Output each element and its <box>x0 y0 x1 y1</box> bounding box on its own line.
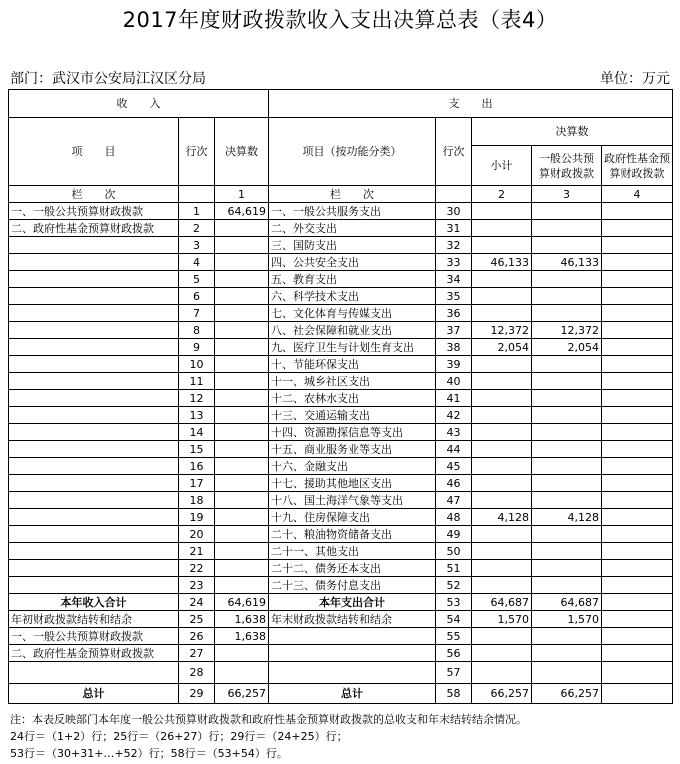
expense-subtotal <box>472 203 532 220</box>
unit-label: 单位：万元 <box>600 71 670 87</box>
income-amount <box>215 526 269 543</box>
income-item <box>9 407 179 424</box>
income-row-no: 5 <box>179 271 215 288</box>
income-amount <box>215 356 269 373</box>
table-row <box>9 424 673 441</box>
table-row <box>9 322 673 339</box>
expense-fund <box>602 203 673 220</box>
expense-fund <box>602 356 673 373</box>
expense-row-no: 55 <box>436 628 472 645</box>
expense-fund <box>602 424 673 441</box>
expense-subtotal <box>472 373 532 390</box>
expense-item: 十九、住房保障支出 <box>269 509 436 526</box>
expense-subtotal <box>472 356 532 373</box>
expense-general <box>532 441 602 458</box>
column-index-row <box>9 186 673 203</box>
carry-row <box>9 645 673 662</box>
expense-subtotal <box>472 492 532 509</box>
expense-general <box>532 628 602 645</box>
expense-general <box>532 560 602 577</box>
income-item <box>9 475 179 492</box>
expense-general <box>532 390 602 407</box>
expense-general: 66,257 <box>532 684 602 704</box>
expense-fund <box>602 288 673 305</box>
expense-row-no-header: 行次 <box>436 118 472 186</box>
income-item <box>9 458 179 475</box>
income-row-no: 19 <box>179 509 215 526</box>
income-amount <box>215 322 269 339</box>
income-row-no: 1 <box>179 203 215 220</box>
column-index: 2 <box>472 186 532 203</box>
department-label: 部门：武汉市公安局江汉区分局 <box>10 71 206 87</box>
expense-fund <box>602 577 673 594</box>
expense-subtotal <box>472 543 532 560</box>
expense-item: 十五、商业服务业等支出 <box>269 441 436 458</box>
expense-row-no: 32 <box>436 237 472 254</box>
table-row <box>9 390 673 407</box>
subtotal-header: 小计 <box>472 146 532 186</box>
general-budget-header: 一般公共预算财政拨款 <box>532 146 602 186</box>
income-amount: 1,638 <box>215 628 269 645</box>
expense-general <box>532 407 602 424</box>
table-row <box>9 305 673 322</box>
expense-general: 64,687 <box>532 594 602 611</box>
table-row <box>9 220 673 237</box>
table-row <box>9 288 673 305</box>
income-amount <box>215 441 269 458</box>
table-row <box>9 254 673 271</box>
table-row <box>9 458 673 475</box>
header-row-1 <box>9 90 673 118</box>
expense-general <box>532 458 602 475</box>
expense-general <box>532 526 602 543</box>
expense-row-no: 50 <box>436 543 472 560</box>
expense-subtotal <box>472 424 532 441</box>
income-row-no: 14 <box>179 424 215 441</box>
expense-fund <box>602 475 673 492</box>
income-row-no: 21 <box>179 543 215 560</box>
expense-fund <box>602 220 673 237</box>
income-item <box>9 662 179 684</box>
expense-grand-total-label: 总计 <box>269 684 436 704</box>
income-amount: 64,619 <box>215 203 269 220</box>
expense-general <box>532 237 602 254</box>
expense-row-no: 30 <box>436 203 472 220</box>
expense-row-no: 52 <box>436 577 472 594</box>
expense-item <box>269 628 436 645</box>
income-amount <box>215 458 269 475</box>
expense-item: 四、公共安全支出 <box>269 254 436 271</box>
budget-table <box>8 89 673 704</box>
expense-item: 六、科学技术支出 <box>269 288 436 305</box>
expense-item <box>269 662 436 684</box>
income-row-no: 10 <box>179 356 215 373</box>
income-amount <box>215 509 269 526</box>
expense-general <box>532 288 602 305</box>
income-item <box>9 322 179 339</box>
expense-subtotal <box>472 526 532 543</box>
expense-row-no: 51 <box>436 560 472 577</box>
expense-item: 十一、城乡社区支出 <box>269 373 436 390</box>
income-item <box>9 560 179 577</box>
expense-fund <box>602 662 673 684</box>
header-row-2 <box>9 118 673 146</box>
income-row-no: 25 <box>179 611 215 628</box>
income-row-no: 4 <box>179 254 215 271</box>
expense-fund <box>602 407 673 424</box>
notes <box>10 711 527 762</box>
expense-general: 1,570 <box>532 611 602 628</box>
expense-row-no: 53 <box>436 594 472 611</box>
grand-total-row <box>9 684 673 704</box>
income-amount <box>215 220 269 237</box>
expense-general <box>532 662 602 684</box>
income-amount <box>215 662 269 684</box>
income-row-no: 20 <box>179 526 215 543</box>
expense-row-no: 39 <box>436 356 472 373</box>
income-row-no: 28 <box>179 662 215 684</box>
income-amount <box>215 645 269 662</box>
income-amount <box>215 492 269 509</box>
income-row-no: 6 <box>179 288 215 305</box>
carry-in-label: 年初财政拨款结转和结余 <box>9 611 179 628</box>
expense-row-no: 46 <box>436 475 472 492</box>
expense-fund <box>602 560 673 577</box>
expense-row-no: 31 <box>436 220 472 237</box>
income-amount: 66,257 <box>215 684 269 704</box>
expense-general <box>532 373 602 390</box>
expense-row-no: 36 <box>436 305 472 322</box>
expense-fund <box>602 271 673 288</box>
column-label: 栏 次 <box>269 186 436 203</box>
expense-row-no: 58 <box>436 684 472 704</box>
expense-fund <box>602 373 673 390</box>
income-row-no: 9 <box>179 339 215 356</box>
table-row <box>9 509 673 526</box>
expense-general <box>532 645 602 662</box>
income-row-no: 18 <box>179 492 215 509</box>
expense-general <box>532 203 602 220</box>
table-row <box>9 441 673 458</box>
expense-fund <box>602 684 673 704</box>
carry-out-label: 年末财政拨款结转和结余 <box>269 611 436 628</box>
expense-row-no: 45 <box>436 458 472 475</box>
income-row-no: 24 <box>179 594 215 611</box>
expense-fund <box>602 645 673 662</box>
income-item <box>9 356 179 373</box>
total-row <box>9 594 673 611</box>
income-row-no: 29 <box>179 684 215 704</box>
expense-row-no: 37 <box>436 322 472 339</box>
expense-general: 12,372 <box>532 322 602 339</box>
table-row <box>9 543 673 560</box>
income-item <box>9 339 179 356</box>
income-item <box>9 373 179 390</box>
expense-item: 五、教育支出 <box>269 271 436 288</box>
income-row-no: 11 <box>179 373 215 390</box>
income-item <box>9 543 179 560</box>
expense-item: 十四、资源勘探信息等支出 <box>269 424 436 441</box>
expense-subtotal <box>472 305 532 322</box>
income-amount <box>215 390 269 407</box>
table-row <box>9 339 673 356</box>
income-item <box>9 441 179 458</box>
table-row <box>9 203 673 220</box>
income-item: 二、政府性基金预算财政拨款 <box>9 220 179 237</box>
final-amount-header: 决算数 <box>215 118 269 186</box>
expense-row-no: 56 <box>436 645 472 662</box>
expense-item: 二十、粮油物资储备支出 <box>269 526 436 543</box>
income-item <box>9 288 179 305</box>
expense-general <box>532 475 602 492</box>
expense-fund <box>602 322 673 339</box>
expense-subtotal: 12,372 <box>472 322 532 339</box>
expense-subtotal <box>472 390 532 407</box>
expense-item: 十六、金融支出 <box>269 458 436 475</box>
expense-row-no: 42 <box>436 407 472 424</box>
column-index: 4 <box>602 186 673 203</box>
expense-row-no: 54 <box>436 611 472 628</box>
expense-general: 4,128 <box>532 509 602 526</box>
expense-subtotal: 46,133 <box>472 254 532 271</box>
expense-general: 46,133 <box>532 254 602 271</box>
income-row-no: 7 <box>179 305 215 322</box>
table-row <box>9 560 673 577</box>
expense-subtotal <box>472 288 532 305</box>
expense-header: 支 出 <box>269 90 673 118</box>
table-row <box>9 526 673 543</box>
carry-row <box>9 611 673 628</box>
expense-item: 十八、国土海洋气象等支出 <box>269 492 436 509</box>
income-row-no: 22 <box>179 560 215 577</box>
expense-row-no: 57 <box>436 662 472 684</box>
expense-row-no: 47 <box>436 492 472 509</box>
table-row <box>9 577 673 594</box>
expense-fund <box>602 611 673 628</box>
income-amount: 64,619 <box>215 594 269 611</box>
expense-general <box>532 424 602 441</box>
income-amount <box>215 560 269 577</box>
income-item <box>9 492 179 509</box>
income-item <box>9 305 179 322</box>
expense-subtotal <box>472 220 532 237</box>
expense-row-no: 33 <box>436 254 472 271</box>
income-amount <box>215 237 269 254</box>
cell <box>436 186 472 203</box>
expense-fund <box>602 339 673 356</box>
expense-row-no: 40 <box>436 373 472 390</box>
expense-row-no: 35 <box>436 288 472 305</box>
expense-row-no: 44 <box>436 441 472 458</box>
carry-row <box>9 628 673 645</box>
table-row <box>9 271 673 288</box>
carry-fund-label: 二、政府性基金预算财政拨款 <box>9 645 179 662</box>
expense-item: 二十二、债务还本支出 <box>269 560 436 577</box>
expense-subtotal <box>472 271 532 288</box>
table-row <box>9 237 673 254</box>
expense-subtotal <box>472 475 532 492</box>
income-row-no: 17 <box>179 475 215 492</box>
income-amount <box>215 373 269 390</box>
report-title: 2017年度财政拨款收入支出决算总表（表4） <box>122 8 558 32</box>
final-amount-group-header: 决算数 <box>472 118 673 146</box>
income-item <box>9 526 179 543</box>
income-item <box>9 390 179 407</box>
expense-item: 三、国防支出 <box>269 237 436 254</box>
expense-subtotal: 1,570 <box>472 611 532 628</box>
expense-fund <box>602 628 673 645</box>
item-header: 项 目 <box>9 118 179 186</box>
expense-subtotal <box>472 237 532 254</box>
income-amount <box>215 271 269 288</box>
note-line: 注：本表反映部门本年度一般公共预算财政拨款和政府性基金预算财政拨款的总收支和年末结转结余情况。 <box>10 713 527 726</box>
income-row-no: 13 <box>179 407 215 424</box>
table-row <box>9 373 673 390</box>
expense-row-no: 43 <box>436 424 472 441</box>
expense-item: 九、医疗卫生与计划生育支出 <box>269 339 436 356</box>
note-line: 24行＝（1+2）行；25行＝（26+27）行；29行＝（24+25）行； <box>10 730 348 743</box>
table-row <box>9 356 673 373</box>
income-amount <box>215 475 269 492</box>
income-amount <box>215 254 269 271</box>
expense-subtotal <box>472 407 532 424</box>
expense-item: 十三、交通运输支出 <box>269 407 436 424</box>
income-row-no: 23 <box>179 577 215 594</box>
income-amount <box>215 543 269 560</box>
expense-item: 二、外交支出 <box>269 220 436 237</box>
income-amount: 1,638 <box>215 611 269 628</box>
income-item <box>9 577 179 594</box>
expense-item: 七、文化体育与传媒支出 <box>269 305 436 322</box>
expense-subtotal <box>472 628 532 645</box>
expense-row-no: 38 <box>436 339 472 356</box>
expense-general <box>532 543 602 560</box>
expense-fund <box>602 594 673 611</box>
expense-subtotal: 64,687 <box>472 594 532 611</box>
expense-fund <box>602 237 673 254</box>
table-row <box>9 475 673 492</box>
income-row-no: 12 <box>179 390 215 407</box>
expense-subtotal <box>472 560 532 577</box>
expense-row-no: 48 <box>436 509 472 526</box>
function-item-header: 项目（按功能分类） <box>269 118 436 186</box>
income-item <box>9 424 179 441</box>
income-row-no: 3 <box>179 237 215 254</box>
income-row-no: 27 <box>179 645 215 662</box>
expense-subtotal <box>472 458 532 475</box>
income-item <box>9 509 179 526</box>
expense-item: 二十一、其他支出 <box>269 543 436 560</box>
expense-total-label: 本年支出合计 <box>269 594 436 611</box>
blank-row <box>9 662 673 684</box>
expense-fund <box>602 492 673 509</box>
income-item <box>9 254 179 271</box>
income-amount <box>215 407 269 424</box>
grand-total-label: 总计 <box>9 684 179 704</box>
column-index: 3 <box>532 186 602 203</box>
cell <box>179 186 215 203</box>
expense-item: 十、节能环保支出 <box>269 356 436 373</box>
income-amount <box>215 288 269 305</box>
income-amount <box>215 424 269 441</box>
expense-general <box>532 577 602 594</box>
expense-item: 一、一般公共服务支出 <box>269 203 436 220</box>
expense-fund <box>602 305 673 322</box>
row-no-header: 行次 <box>179 118 215 186</box>
table-row <box>9 492 673 509</box>
expense-general: 2,054 <box>532 339 602 356</box>
expense-row-no: 41 <box>436 390 472 407</box>
income-amount <box>215 577 269 594</box>
income-amount <box>215 305 269 322</box>
gov-fund-header: 政府性基金预算财政拨款 <box>602 146 673 186</box>
expense-row-no: 34 <box>436 271 472 288</box>
income-total-label: 本年收入合计 <box>9 594 179 611</box>
column-label: 栏 次 <box>9 186 179 203</box>
expense-general <box>532 305 602 322</box>
expense-general <box>532 492 602 509</box>
income-row-no: 16 <box>179 458 215 475</box>
expense-subtotal <box>472 441 532 458</box>
expense-fund <box>602 526 673 543</box>
column-index: 1 <box>215 186 269 203</box>
expense-subtotal <box>472 577 532 594</box>
expense-item: 十七、援助其他地区支出 <box>269 475 436 492</box>
expense-subtotal <box>472 662 532 684</box>
expense-subtotal: 4,128 <box>472 509 532 526</box>
income-item <box>9 237 179 254</box>
expense-item <box>269 645 436 662</box>
expense-fund <box>602 509 673 526</box>
expense-fund <box>602 254 673 271</box>
income-item: 一、一般公共预算财政拨款 <box>9 203 179 220</box>
expense-general <box>532 271 602 288</box>
expense-item: 八、社会保障和就业支出 <box>269 322 436 339</box>
expense-general <box>532 356 602 373</box>
expense-fund <box>602 458 673 475</box>
expense-item: 二十三、债务付息支出 <box>269 577 436 594</box>
expense-general <box>532 220 602 237</box>
expense-subtotal <box>472 645 532 662</box>
income-item <box>9 271 179 288</box>
expense-subtotal: 2,054 <box>472 339 532 356</box>
expense-fund <box>602 543 673 560</box>
income-row-no: 15 <box>179 441 215 458</box>
expense-fund <box>602 390 673 407</box>
table-row <box>9 407 673 424</box>
expense-fund <box>602 441 673 458</box>
note-line: 53行＝（30+31+…+52）行；58行＝（53+54）行。 <box>10 747 288 760</box>
income-row-no: 26 <box>179 628 215 645</box>
income-amount <box>215 339 269 356</box>
expense-subtotal: 66,257 <box>472 684 532 704</box>
carry-general-label: 一、一般公共预算财政拨款 <box>9 628 179 645</box>
expense-item: 十二、农林水支出 <box>269 390 436 407</box>
income-row-no: 8 <box>179 322 215 339</box>
income-header: 收 入 <box>9 90 269 118</box>
income-row-no: 2 <box>179 220 215 237</box>
expense-row-no: 49 <box>436 526 472 543</box>
